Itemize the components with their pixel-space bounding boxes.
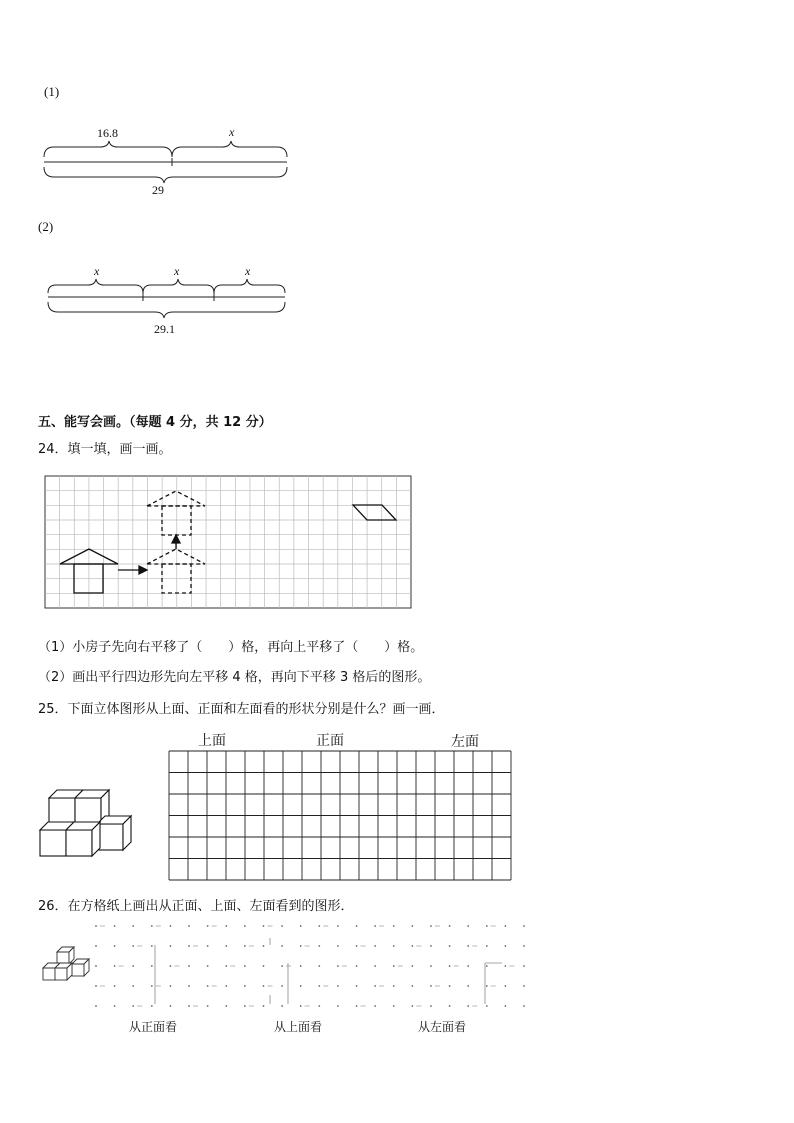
diagram1-right-value: x xyxy=(229,125,235,139)
q24-sub2: （2）画出平行四边形先向左平移 4 格，再向下平移 3 格后的图形。 xyxy=(38,670,431,685)
diagram2-label: (2) xyxy=(38,219,54,234)
q26-label-left: 从左面看 xyxy=(418,1020,467,1034)
q24-sub1: （1）小房子先向右平移了（ ）格，再向上平移了（ ）格。 xyxy=(38,640,424,655)
dot-grid-guides xyxy=(155,938,502,1004)
q25-label-front: 正面 xyxy=(316,733,344,749)
q25-title: 25．下面立体图形从上面、正面和左面看的形状分别是什么？画一画． xyxy=(38,702,445,717)
q26-title: 26．在方格纸上画出从正面、上面、左面看到的图形． xyxy=(38,899,354,914)
q26-label-top: 从上面看 xyxy=(274,1020,323,1034)
q24-title: 24．填一填，画一画。 xyxy=(38,442,172,457)
q25-label-top: 上面 xyxy=(198,733,226,749)
section-heading: 五、能写会画。（每题 4 分，共 12 分） xyxy=(38,415,272,430)
q26-label-front: 从正面看 xyxy=(129,1020,178,1034)
diagram2-total: 29.1 xyxy=(154,322,175,336)
diagram1-total: 29 xyxy=(152,183,164,197)
diagram1-label: (1) xyxy=(44,84,60,99)
diagram2-part-1: x xyxy=(94,264,100,278)
diagram1-left-value: 16.8 xyxy=(97,126,118,140)
q25-label-left: 左面 xyxy=(451,734,479,750)
small-cube-solid xyxy=(43,947,89,980)
diagram2-part-2: x xyxy=(174,264,180,278)
diagram2-part-3: x xyxy=(245,264,251,278)
